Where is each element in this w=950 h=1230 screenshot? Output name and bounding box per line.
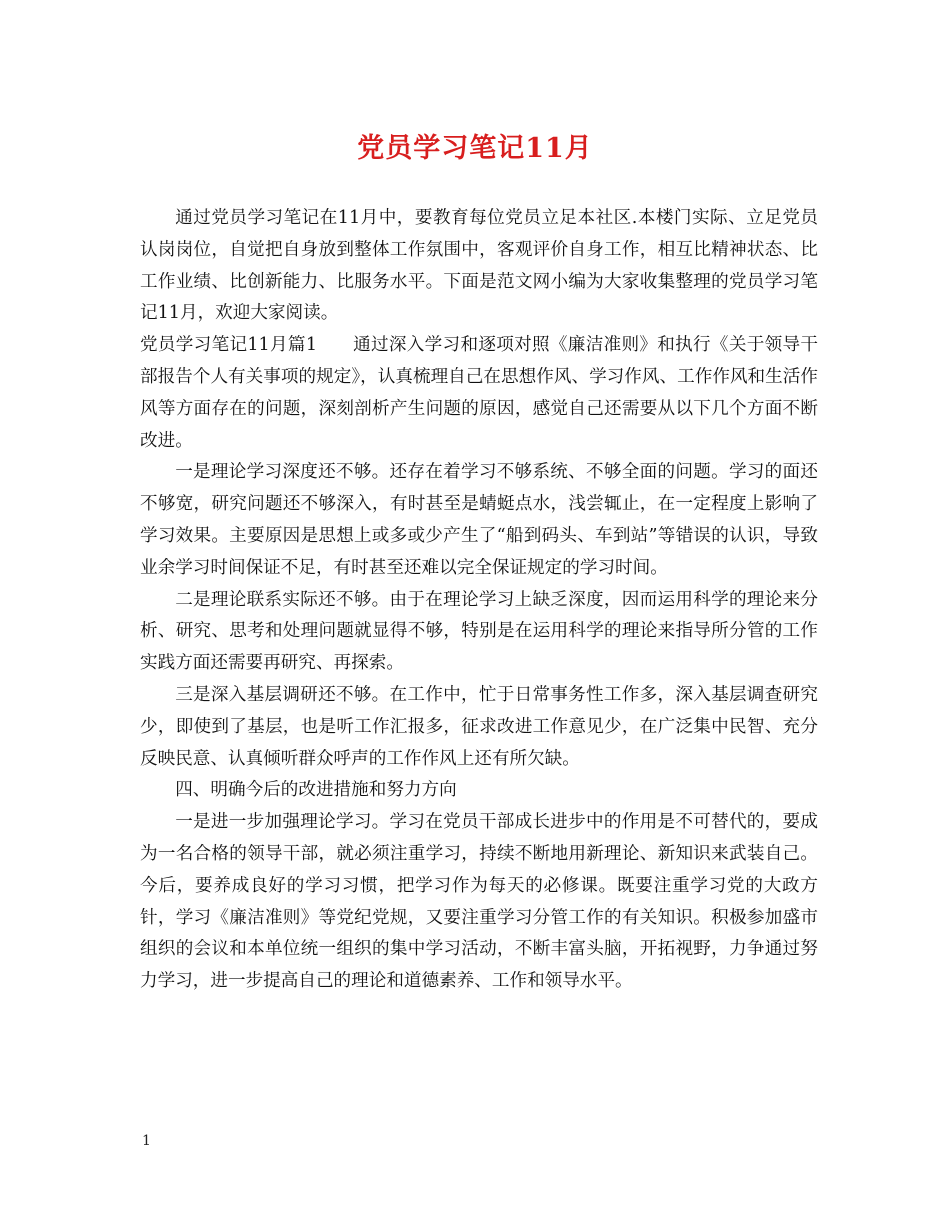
paragraph-section-1: 党员学习笔记11月篇1 通过深入学习和逐项对照《廉洁准则》和执行《关于领导干部报告个人有关事项的规定》，认真梳理自己在思想作风、学习作风、工作作风和生活作风等方面存在的问题，深刻剖析产生问题的原因，感觉自己还需要从以下几个方面不断改进。 bbox=[140, 335, 818, 451]
paragraph-measure-1: 一是进一步加强理论学习。学习在党员干部成长进步中的作用是不可替代的，要成为一名合格的领导干部，就必须注重学习，持续不断地用新理论、新知识来武装自己。今后，要养成良好的学习习惯，把学习作为每天的必修课。既要注重学习党的大政方针，学习《廉洁准则》等党纪党规，又要注重学习分管工作的有关知识。积极参加盛市组织的会议和本单位统一组织的集中学习活动，不断丰富头脑，开拓视野，力争通过努力学习，进一步提高自己的理论和道德素养、工作和领导水平。 bbox=[140, 812, 818, 992]
paragraph-point-1: 一是理论学习深度还不够。还存在着学习不够系统、不够全面的问题。学习的面还不够宽，研究问题还不够深入，有时甚至是蜻蜓点水，浅尝辄止，在一定程度上影响了学习效果。主要原因是思想上或多或少产生了“船到码头、车到站”等错误的认识，导致业余学习时间保证不足，有时甚至还难以完全保证规定的学习时间。 bbox=[140, 462, 818, 578]
paragraph-heading-4: 四、明确今后的改进措施和努力方向 bbox=[175, 780, 457, 801]
document-title: 党员学习笔记11月 bbox=[357, 133, 593, 164]
paragraph-intro: 通过党员学习笔记在11月中，要教育每位党员立足本社区.本楼门实际、立足党员认岗岗位，自觉把自身放到整体工作氛围中，客观评价自身工作，相互比精神状态、比工作业绩、比创新能力、比服务水平。下面是范文网小编为大家收集整理的党员学习笔记11月，欢迎大家阅读。 bbox=[140, 208, 818, 324]
page-number: 1 bbox=[142, 1133, 151, 1149]
paragraph-point-2: 二是理论联系实际还不够。由于在理论学习上缺乏深度，因而运用科学的理论来分析、研究、思考和处理问题就显得不够，特别是在运用科学的理论来指导所分管的工作实践方面还需要再研究、再探索。 bbox=[140, 589, 818, 674]
document-body bbox=[140, 203, 818, 998]
paragraph-point-3: 三是深入基层调研还不够。在工作中，忙于日常事务性工作多，深入基层调查研究少，即使到了基层，也是听工作汇报多，征求改进工作意见少，在广泛集中民智、充分反映民意、认真倾听群众呼声的工作作风上还有所欠缺。 bbox=[140, 684, 818, 769]
